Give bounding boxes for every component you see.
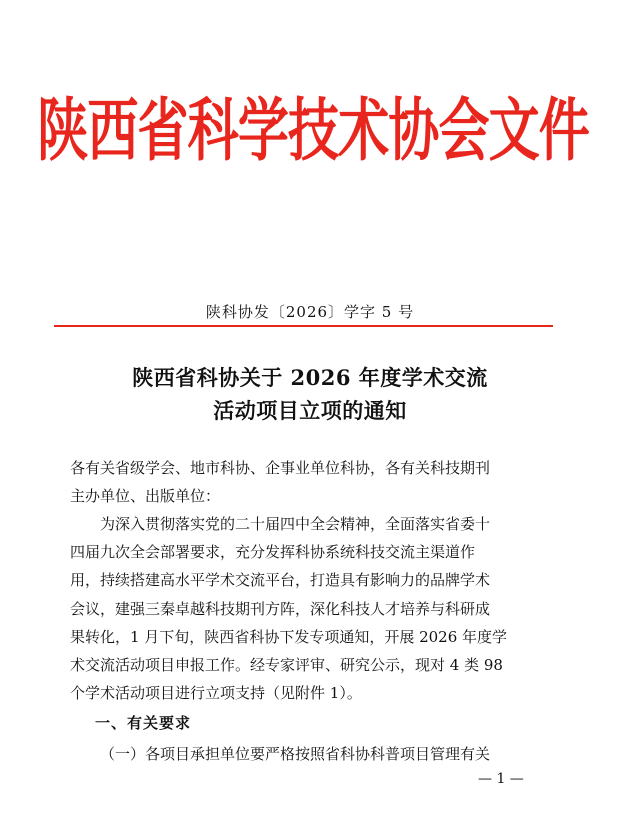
- paragraph-line: 术交流活动项目申报工作。经专家评审、研究公示，现对 4 类 98: [70, 656, 503, 675]
- paragraph-line: 为深入贯彻落实党的二十届四中全会精神，全面落实省委十: [70, 515, 491, 533]
- section-item-1: （一）各项目承担单位要严格按照省科协科普项目管理有关: [100, 745, 491, 763]
- section-heading-requirements: 一、有关要求: [95, 714, 192, 732]
- paragraph-line: 个学术活动项目进行立项支持（见附件 1）。: [70, 684, 362, 703]
- paragraph-line: 会议，建强三秦卓越科技期刊方阵，深化科技人才培养与科研成: [70, 599, 491, 618]
- salutation-line-1: 各有关省级学会、地市科协、企事业单位科协，各有关科技期刊: [70, 459, 491, 477]
- paragraph-line: 四届九次全会部署要求，充分发挥科协系统科技交流主渠道作: [70, 543, 476, 562]
- notice-title-line-2: 活动项目立项的通知: [213, 398, 407, 423]
- paragraph-line: 用，持续搭建高水平学术交流平台，打造具有影响力的品牌学术: [70, 571, 491, 590]
- red-divider-rule: [54, 325, 553, 327]
- page-number: — 1 —: [478, 771, 524, 787]
- body-paragraph-1: [70, 510, 548, 707]
- paragraph-line: 果转化，1 月下旬，陕西省科协下发专项通知，开展 2026 年度学: [70, 627, 508, 646]
- document-number: 陕科协发〔2026〕学字 5 号: [205, 303, 415, 321]
- masthead-title: 陕西省科学技术协会文件: [37, 90, 589, 171]
- notice-title-line-1: 陕西省科协关于 2026 年度学术交流: [132, 365, 488, 390]
- salutation: [70, 454, 548, 510]
- salutation-line-2: 主办单位、出版单位：: [70, 487, 221, 506]
